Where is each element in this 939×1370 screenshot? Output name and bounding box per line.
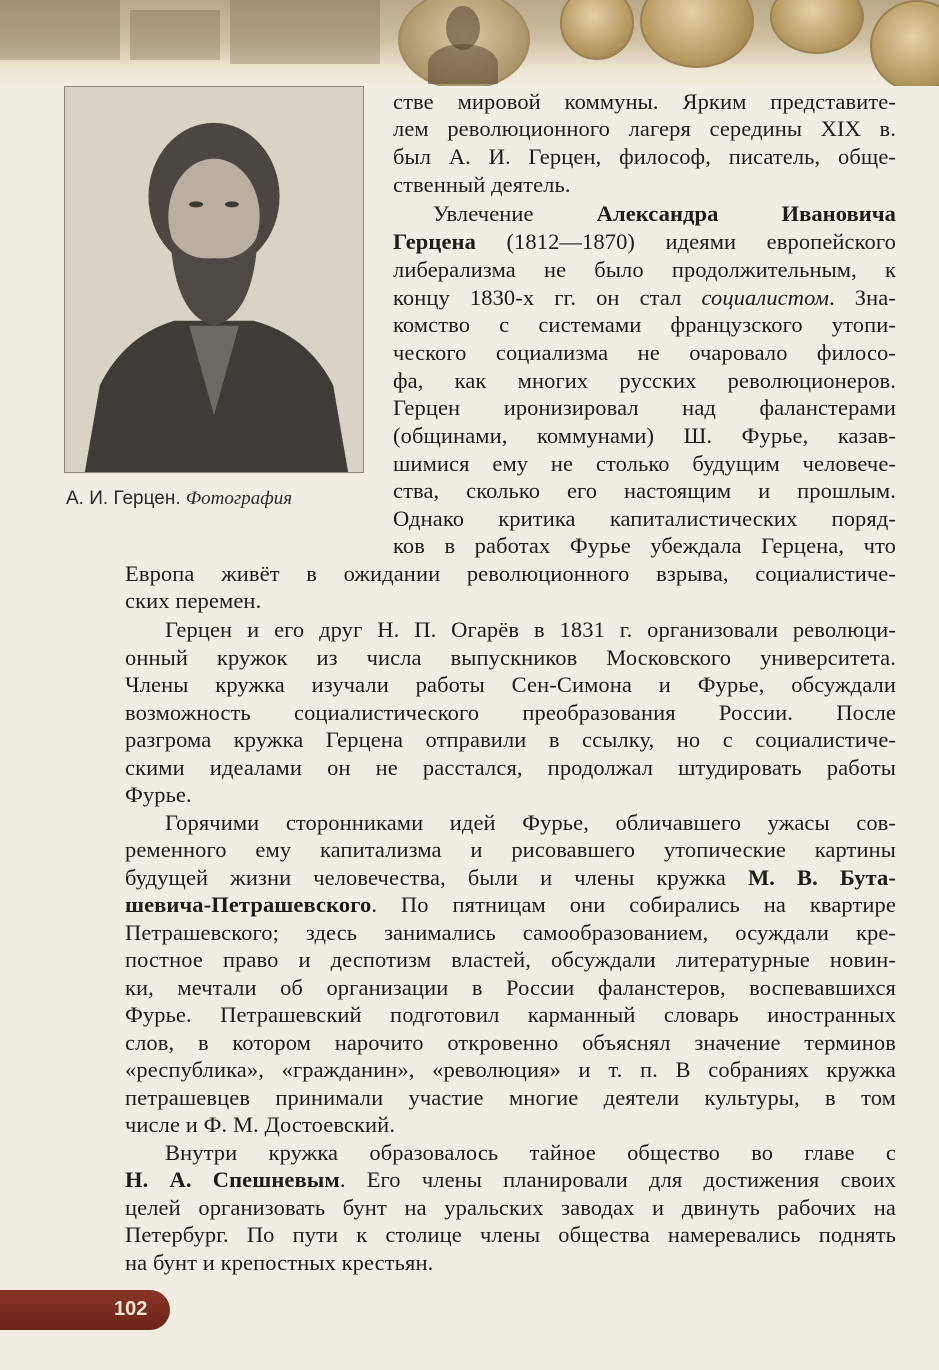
text-line: Европа живёт в ожидании революционного взрыва, социалистиче- (125, 561, 896, 586)
text-line: постное право и деспотизм властей, обсуждали литературные новин- (125, 947, 896, 972)
text-line: Однако критика капиталистических поряд- (393, 506, 896, 531)
text-line: на бунт и крепостных крестьян. (125, 1250, 434, 1275)
text-line: «республика», «гражданин», «революция» и т. п. В собраниях кружка (125, 1057, 896, 1082)
coin-medal (560, 0, 634, 60)
text-line: петрашевцев принимали участие многие деятели культуры, в том (125, 1085, 896, 1110)
text-line: ственный деятель. (393, 172, 571, 197)
text-line: возможность социалистического преобразования России. После (125, 700, 896, 725)
text-line: (общинами, коммунами) Ш. Фурье, казав- (393, 423, 896, 448)
building-silhouette (0, 0, 120, 60)
text-line: онный кружок из числа выпускников Московского университета. (125, 645, 896, 670)
text-line: Н. А. Спешневым. Его члены планировали для достижения своих (125, 1167, 896, 1192)
text-line: Члены кружка изучали работы Сен-Симона и Фурье, обсуждали (125, 672, 896, 697)
text-line: целей организовать бунт на уральских заводах и двинуть рабочих на (125, 1195, 896, 1220)
text-line: Внутри кружка образовалось тайное общество во главе с (165, 1140, 896, 1165)
page-number: 102 (114, 1298, 148, 1320)
text-line: скими идеалами он не расстался, продолжал штудировать работы (125, 755, 896, 780)
header-banner (0, 0, 939, 86)
coin-medal (640, 0, 754, 68)
text-line: шимися ему не столько будущим человече- (393, 451, 896, 476)
text-line: Герцен и его друг Н. П. Огарёв в 1831 г. организовали революци- (165, 617, 896, 642)
text-line: Герцен иронизировал над фаланстерами (393, 395, 896, 420)
herzen-portrait-photo (64, 86, 364, 473)
text-line: Фурье. Петрашевский подготовил карманный словарь иностранных (125, 1002, 896, 1027)
text-line: комство с системами французского утопи- (393, 312, 896, 337)
coin-medal (870, 0, 939, 86)
text-line: ческого социализма не очаровало филосо- (393, 340, 896, 365)
text-line: ства, сколько его настоящим и прошлым. (393, 478, 896, 503)
photo-caption (66, 488, 292, 510)
text-line: ки, мечтали об организации в России фаланстеров, воспевавшихся (125, 975, 896, 1000)
text-line: числе и Ф. М. Достоевский. (125, 1112, 396, 1137)
text-line: слов, в котором нарочито откровенно объяснял значение терминов (125, 1030, 896, 1055)
building-silhouette (230, 0, 380, 64)
text-line: фа, как многих русских революционеров. (393, 368, 896, 393)
text-line: был А. И. Герцен, философ, писатель, обще- (393, 144, 896, 169)
text-line: Горячими сторонниками идей Фурье, обличавшего ужасы сов- (165, 810, 896, 835)
text-line: шевича-Петрашевского. По пятницам они собирались на квартире (125, 892, 896, 917)
building-silhouette (130, 10, 220, 60)
text-line: разгрома кружка Герцена отправили в ссылку, но с социалистиче- (125, 727, 896, 752)
text-line: Петербург. По пути к столице члены общества намеревались поднять (125, 1222, 896, 1247)
text-line: лем революционного лагеря середины XIX в. (393, 116, 896, 141)
text-line: либерализма не было продолжительным, к (393, 257, 896, 282)
text-line: Фурье. (125, 782, 192, 807)
caption-type: Фотография (185, 488, 293, 509)
text-line: Герцена (1812—1870) идеями европейского (393, 229, 896, 254)
text-line: будущей жизни человечества, были и члены кружка М. В. Бута- (125, 865, 896, 890)
text-line: Петрашевского; здесь занимались самообразованием, осуждали кре- (125, 920, 896, 945)
text-line: Увлечение Александра Ивановича (433, 201, 896, 226)
medallion-portrait (398, 0, 530, 86)
coin-medal (770, 0, 864, 54)
text-line: ских перемен. (125, 588, 262, 613)
caption-name: А. И. Герцен. (66, 488, 186, 509)
text-line: стве мировой коммуны. Ярким представите- (393, 89, 896, 114)
text-line: ременного ему капитализма и рисовавшего утопические картины (125, 837, 896, 862)
text-line: ков в работах Фурье убеждала Герцена, что (393, 533, 896, 558)
text-line: концу 1830-х гг. он стал социалистом. Зна- (393, 285, 896, 310)
